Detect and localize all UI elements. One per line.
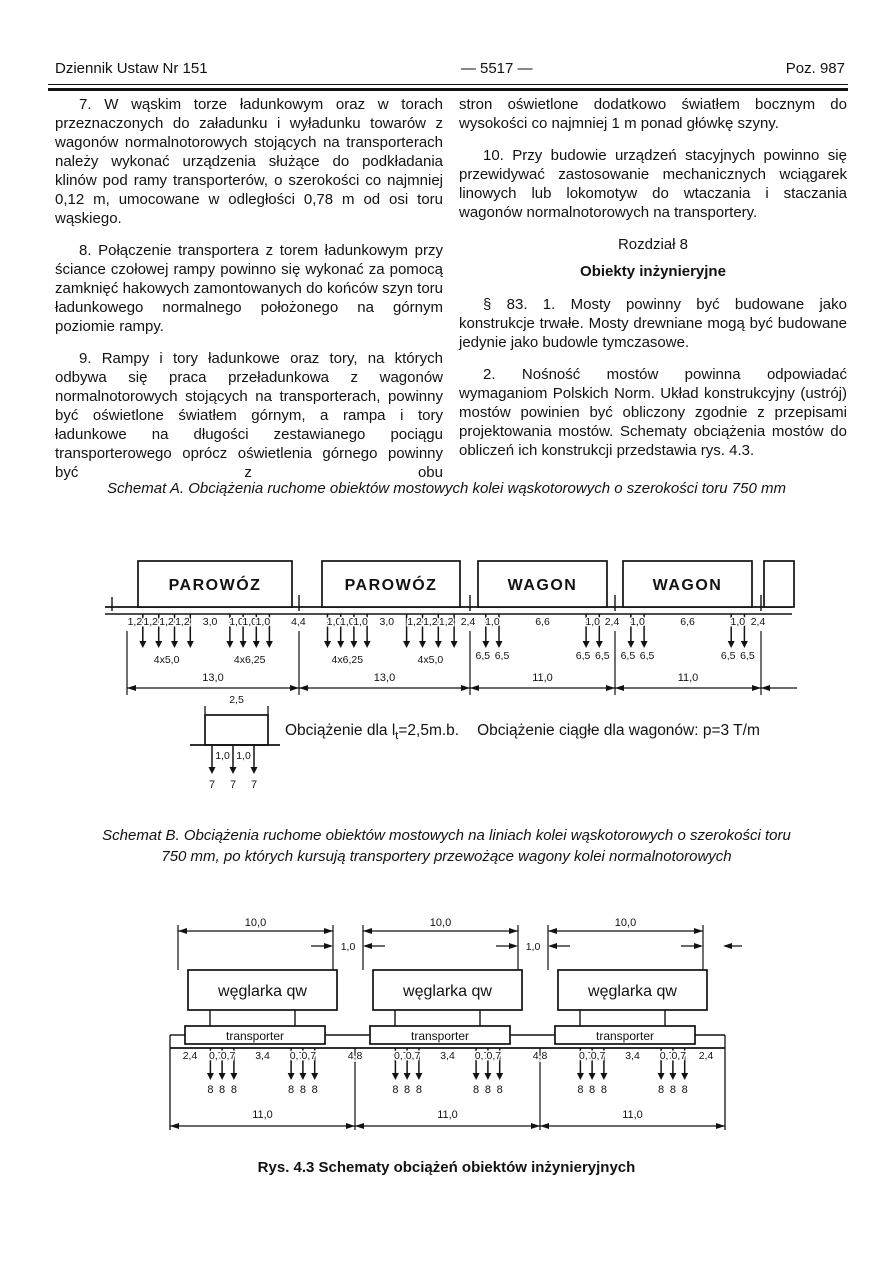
spacing-label: 1,0 xyxy=(242,616,258,628)
spacing-label: 2,4 xyxy=(698,1050,714,1062)
arrowhead xyxy=(496,641,503,648)
arrowhead xyxy=(170,1123,179,1129)
vehicle-label: WAGON xyxy=(507,577,578,594)
axle-load-label: 8 xyxy=(496,1084,503,1096)
page-header xyxy=(55,60,845,77)
spacing-label: 4,8 xyxy=(347,1050,363,1062)
dimension-label: 11,0 xyxy=(437,1109,458,1121)
schemat-b-caption-line2: 750 mm, po których kursują transportery przewożące wagony kolei normalnotorowych xyxy=(161,848,732,865)
axle-load-label: 8 xyxy=(415,1084,422,1096)
top-dimension-label: 10,0 xyxy=(429,917,452,929)
axle-load-label: 8 xyxy=(473,1084,480,1096)
note-suffix: =2,5m.b. xyxy=(398,722,460,739)
arrowhead xyxy=(419,641,426,648)
spacing-label: 1,0 xyxy=(236,750,251,762)
spacing-label: 0,7 xyxy=(393,1050,409,1062)
spacing-label: 6,6 xyxy=(535,616,550,628)
spacing-label: 0,7 xyxy=(220,1050,236,1062)
paragraph-10: 10. Przy budowie urządzeń stacyjnych powinno się przewidywać zastosowanie mechanicznych wciągarek linowych lub lokomotyw do wtaczania i staczania wagonów normalnotorowych na transportery. xyxy=(459,147,847,221)
position-number: Poz. 987 xyxy=(785,60,845,77)
page-number: — 5517 — xyxy=(460,60,533,77)
axle-load-label: 8 xyxy=(392,1084,399,1096)
arrowhead xyxy=(253,641,260,648)
axle-load-label: 8 xyxy=(577,1084,584,1096)
group-load-label: 4x6,25 xyxy=(331,654,364,666)
spacing-label: 0,7 xyxy=(405,1050,421,1062)
paragraph-7: 7. W wąskim torze ładunkowym oraz w torach przeznaczonych do załadunku i wyładunku towarów z wagonów normalnotorowych stojących na transporterach należy wykonać urządzenia służące do podkładania klinów pod ramy transporterów, o szerokości co najmniej 0,12 m, umocowane w odległości 0,78 m od osi toru wąskiego. xyxy=(55,96,443,227)
arrowhead xyxy=(741,641,748,648)
arrowhead xyxy=(288,1073,295,1080)
spacing-label: 1,0 xyxy=(339,616,355,628)
arrowhead xyxy=(350,641,357,648)
arrowhead xyxy=(496,1073,503,1080)
span-label: 2,5 xyxy=(229,694,244,706)
spacing-label: 3,0 xyxy=(202,616,218,628)
spacing-label: 3,4 xyxy=(440,1050,455,1062)
axle-load-label: 8 xyxy=(288,1084,295,1096)
header-rule-thin xyxy=(48,84,848,85)
arrowhead xyxy=(230,767,237,774)
spacing-label: 0,7 xyxy=(590,1050,606,1062)
arrowhead xyxy=(615,685,624,691)
arrowhead xyxy=(324,641,331,648)
axle-load-label: 8 xyxy=(299,1084,306,1096)
schemat-a-diagram xyxy=(0,545,893,795)
arrowhead xyxy=(324,928,333,934)
spacing-label: 1,0 xyxy=(585,616,601,628)
arrowhead xyxy=(337,641,344,648)
axle-load-label: 6,5 xyxy=(620,650,636,662)
spacing-label: 1,0 xyxy=(630,616,645,628)
arrowhead xyxy=(583,641,590,648)
vehicle-label: WAGON xyxy=(652,577,723,594)
arrowhead xyxy=(299,1073,306,1080)
arrowhead xyxy=(540,1123,549,1129)
arrowhead xyxy=(178,928,187,934)
spacing-label: 1,2 xyxy=(127,616,143,628)
arrowhead xyxy=(230,1073,237,1080)
arrowhead xyxy=(404,1073,411,1080)
spacing-label: 0,7 xyxy=(671,1050,687,1062)
arrowhead xyxy=(531,1123,540,1129)
arrowhead xyxy=(324,943,333,949)
paragraph-8: 8. Połączenie transportera z torem ładunkowym przy ściance czołowej rampy powinno się wykonać za pomocą zamknięć hakowych zamontowanych do końców szyn toru ładunkowego normalnego położonego na górnym poziomie rampy. xyxy=(55,242,443,335)
spacing-label: 1,2 xyxy=(143,616,159,628)
group-load-label: 4x6,25 xyxy=(233,654,266,666)
wagon-label: węglarka qw xyxy=(588,983,677,1000)
axle-load-label: 7 xyxy=(229,779,237,791)
arrowhead xyxy=(187,641,194,648)
arrowhead xyxy=(589,1073,596,1080)
arrowhead xyxy=(392,1073,399,1080)
text-columns xyxy=(55,95,847,495)
arrowhead xyxy=(606,685,615,691)
arrowhead xyxy=(171,641,178,648)
axle-load-label: 6,5 xyxy=(475,650,491,662)
axle-load-label: 8 xyxy=(404,1084,411,1096)
arrowhead xyxy=(299,685,308,691)
vehicle-label: PAROWÓZ xyxy=(344,577,438,594)
spacing-label: 0,7 xyxy=(486,1050,502,1062)
arrowhead xyxy=(403,641,410,648)
chapter-heading: Rozdział 8 xyxy=(617,236,689,253)
figure-caption: Rys. 4.3 Schematy obciążeń obiektów inżynieryjnych xyxy=(257,1159,636,1176)
axle-load-label: 8 xyxy=(484,1084,491,1096)
arrowhead xyxy=(761,685,770,691)
arrowhead xyxy=(694,943,703,949)
dimension-label: 13,0 xyxy=(373,672,396,684)
axle-load-label: 7 xyxy=(250,779,258,791)
arrowhead xyxy=(627,641,634,648)
schemat-b-caption-line1: Schemat B. Obciążenia ruchome obiektów mostowych na liniach kolei wąskotorowych o szerokości toru xyxy=(102,827,791,844)
paragraph-9-continuation: stron oświetlone dodatkowo światłem bocznym do wysokości co najmniej 1 m ponad główkę szyny. xyxy=(459,96,847,132)
spacing-label: 2,4 xyxy=(604,616,620,628)
arrowhead xyxy=(364,641,371,648)
header-rule-thick xyxy=(48,88,848,91)
arrowhead xyxy=(415,1073,422,1080)
spacing-label: 1,0 xyxy=(485,616,500,628)
note-subscript: t xyxy=(395,730,399,743)
spacing-label: 0,7 xyxy=(659,1050,675,1062)
spacing-label: 1,0 xyxy=(255,616,271,628)
arrowhead xyxy=(461,685,470,691)
arrowhead xyxy=(577,1073,584,1080)
axle-load-label: 8 xyxy=(589,1084,596,1096)
arrowhead xyxy=(484,1073,491,1080)
axle-load-label: 6,5 xyxy=(575,650,591,662)
journal-title: Dziennik Ustaw Nr 151 xyxy=(55,60,208,77)
axle-load-label: 8 xyxy=(681,1084,688,1096)
axle-load-label: 6,5 xyxy=(740,650,755,662)
spacing-label: 1,0 xyxy=(353,616,368,628)
dimension-label: 13,0 xyxy=(202,672,224,684)
axle-load-label: 8 xyxy=(207,1084,214,1096)
axle-load-label: 6,5 xyxy=(720,650,736,662)
spacing-label: 0,7 xyxy=(474,1050,490,1062)
group-load-label: 4x5,0 xyxy=(417,654,444,666)
dimension-label: 11,0 xyxy=(252,1109,273,1121)
arrowhead xyxy=(509,928,518,934)
note-prefix: Obciążenie dla l xyxy=(285,722,396,739)
arrowhead xyxy=(669,1073,676,1080)
wagon-label: węglarka qw xyxy=(403,983,492,1000)
paragraph-83-2: 2. Nośność mostów powinna odpowiadać wymaganiom Polskich Norm. Układ konstrukcyjny (ustrój) mostów powinien być obliczony zgodnie z przepisami projektowania mostów. Schematy obciążenia mostów do obliczeń ich konstrukcji przedstawia rys. 4.3. xyxy=(459,366,847,459)
axle-load-label: 8 xyxy=(669,1084,676,1096)
unit-load-note xyxy=(285,722,760,742)
arrowhead xyxy=(548,928,557,934)
axle-load-label: 8 xyxy=(658,1084,665,1096)
spacing-label: 0,7 xyxy=(301,1050,317,1062)
arrowhead xyxy=(207,1073,214,1080)
spacing-label: 1,0 xyxy=(229,616,244,628)
transporter-label: transporter xyxy=(225,1029,285,1043)
gap-label: 1,0 xyxy=(525,941,541,953)
arrowhead xyxy=(155,641,162,648)
spacing-label: 0,7 xyxy=(578,1050,594,1062)
axle-load-label: 6,5 xyxy=(639,650,655,662)
axle-load-label: 6,5 xyxy=(494,650,510,662)
wagon-label: węglarka qw xyxy=(218,983,307,1000)
axle-load-label: 8 xyxy=(600,1084,607,1096)
spacing-label: 3,4 xyxy=(255,1050,270,1062)
arrowhead xyxy=(728,641,735,648)
arrowhead xyxy=(226,641,233,648)
spacing-label: 1,0 xyxy=(215,750,230,762)
axle-load-label: 8 xyxy=(230,1084,237,1096)
axle-load-label: 6,5 xyxy=(594,650,610,662)
spacing-label: 3,0 xyxy=(379,616,395,628)
top-dimension-label: 10,0 xyxy=(614,917,637,929)
arrowhead xyxy=(600,1073,607,1080)
arrowhead xyxy=(451,641,458,648)
transporter-label: transporter xyxy=(410,1029,470,1043)
arrowhead xyxy=(694,928,703,934)
arrowhead xyxy=(473,1073,480,1080)
spacing-label: 1,2 xyxy=(438,616,454,628)
top-dimension-label: 10,0 xyxy=(244,917,267,929)
dimension-label: 11,0 xyxy=(622,1109,643,1121)
paragraph-83-1: § 83. 1. Mosty powinny być budowane jako konstrukcje trwałe. Mosty drewniane mogą być budowane jedynie jako budowle tymczasowe. xyxy=(459,296,847,351)
left-column xyxy=(55,95,443,495)
chapter-title: Obiekty inżynieryjne xyxy=(580,263,726,280)
vehicle-label: PAROWÓZ xyxy=(168,577,262,594)
schemat-b-caption xyxy=(0,825,893,867)
arrowhead xyxy=(209,767,216,774)
schemat-b-diagram xyxy=(0,898,893,1143)
transporter-label: transporter xyxy=(595,1029,655,1043)
schemat-a-caption: Schemat A. Obciążenia ruchome obiektów mostowych kolei wąskotorowych o szerokości toru 750 mm xyxy=(107,480,786,497)
arrowhead xyxy=(716,1123,725,1129)
unit-load-box xyxy=(205,715,268,745)
arrowhead xyxy=(266,641,273,648)
axle-load-label: 8 xyxy=(311,1084,318,1096)
note-continuous-load: Obciążenie ciągłe dla wagonów: p=3 T/m xyxy=(477,722,760,739)
arrowhead xyxy=(641,641,648,648)
arrowhead xyxy=(681,1073,688,1080)
spacing-label: 6,6 xyxy=(680,616,695,628)
spacing-label: 4,8 xyxy=(532,1050,548,1062)
spacing-label: 1,2 xyxy=(159,616,174,628)
arrowhead xyxy=(219,1073,226,1080)
arrowhead xyxy=(290,685,299,691)
arrowhead xyxy=(311,1073,318,1080)
arrowhead xyxy=(127,685,136,691)
vehicle-box-partial xyxy=(764,561,794,607)
arrowhead xyxy=(240,641,247,648)
group-load-label: 4x5,0 xyxy=(153,654,180,666)
spacing-label: 3,4 xyxy=(625,1050,640,1062)
arrowhead xyxy=(752,685,761,691)
dimension-label: 11,0 xyxy=(677,672,699,684)
paragraph-9: 9. Rampy i tory ładunkowe oraz tory, na których odbywa się praca przeładunkowa z wagonów normalnotorowych stojących na transporterach, powinny być oświetlone światłem górnym, a rampa i tory ładunkowe na długości zestawianego pociągu transporterowego oprócz oświetlenia górnego powinny być z obu xyxy=(55,350,443,481)
arrowhead xyxy=(435,641,442,648)
arrowhead xyxy=(251,767,258,774)
spacing-label: 2,4 xyxy=(750,616,766,628)
spacing-label: 0,7 xyxy=(208,1050,224,1062)
arrowhead xyxy=(363,928,372,934)
spacing-label: 1,2 xyxy=(423,616,438,628)
spacing-label: 1,0 xyxy=(730,616,746,628)
arrowhead xyxy=(346,1123,355,1129)
arrowhead xyxy=(658,1073,665,1080)
arrowhead xyxy=(139,641,146,648)
spacing-label: 1,2 xyxy=(407,616,422,628)
spacing-label: 4,4 xyxy=(291,616,306,628)
spacing-label: 2,4 xyxy=(460,616,476,628)
arrowhead xyxy=(509,943,518,949)
gap-label: 1,0 xyxy=(340,941,356,953)
arrowhead xyxy=(596,641,603,648)
arrowhead xyxy=(470,685,479,691)
arrowhead xyxy=(482,641,489,648)
axle-load-label: 8 xyxy=(219,1084,226,1096)
right-column xyxy=(459,95,847,495)
spacing-label: 2,4 xyxy=(182,1050,198,1062)
spacing-label: 1,0 xyxy=(326,616,342,628)
dimension-label: 11,0 xyxy=(532,672,553,684)
arrowhead xyxy=(355,1123,364,1129)
spacing-label: 0,7 xyxy=(289,1050,305,1062)
spacing-label: 1,2 xyxy=(175,616,190,628)
axle-load-label: 7 xyxy=(208,779,216,791)
